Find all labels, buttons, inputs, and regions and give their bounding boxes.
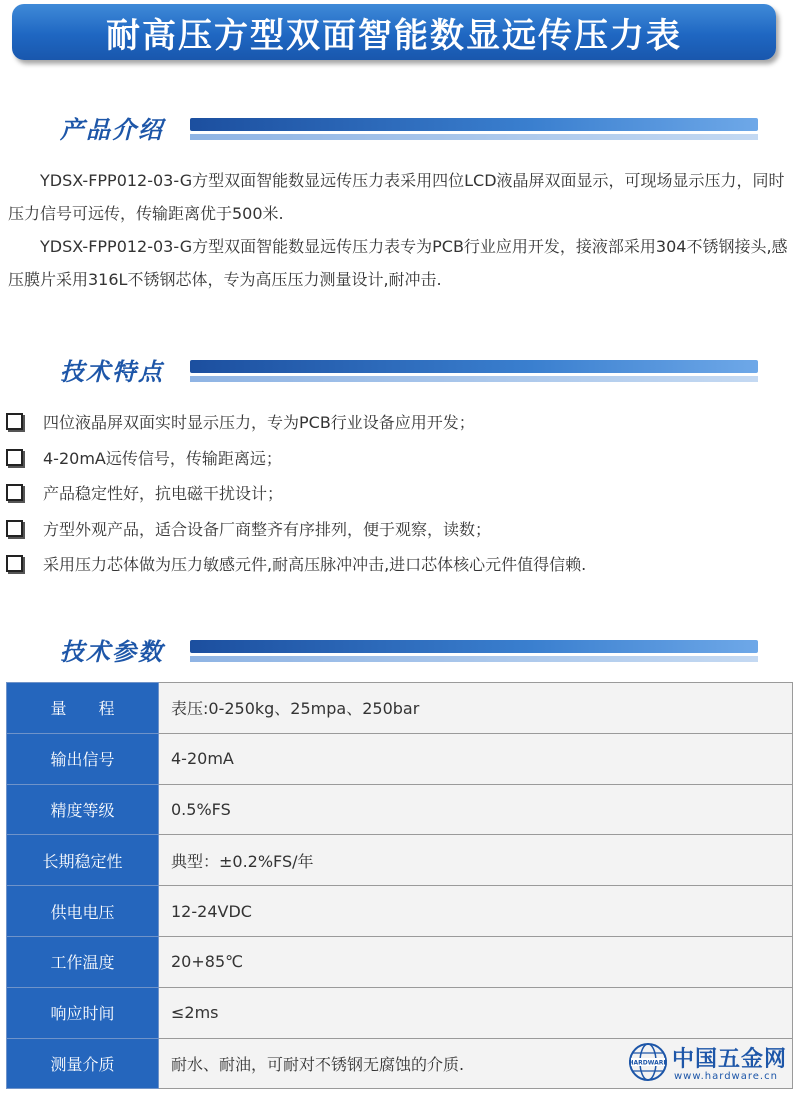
section-title: 产品介绍 <box>60 116 164 144</box>
table-row <box>7 733 793 784</box>
param-value: 典型：±0.2%FS/年 <box>159 835 793 886</box>
feature-text: 采用压力芯体做为压力敏感元件,耐高压脉冲冲击,进口芯体核心元件值得信赖. <box>43 555 587 575</box>
section-bar <box>190 118 758 131</box>
list-item <box>6 546 786 582</box>
table-row <box>7 886 793 937</box>
checkbox-icon <box>6 413 23 430</box>
param-value: 0.5%FS <box>159 784 793 835</box>
globe-text: HARDWARE <box>628 1059 668 1067</box>
globe-icon <box>628 1042 668 1082</box>
section-bar-underline <box>190 376 758 382</box>
table-row <box>7 987 793 1038</box>
list-item <box>6 511 786 547</box>
param-label: 精度等级 <box>7 784 159 835</box>
param-label: 供电电压 <box>7 886 159 937</box>
param-value: ≤2ms <box>159 987 793 1038</box>
section-bar <box>190 640 758 653</box>
param-value: 耐水、耐油，可耐对不锈钢无腐蚀的介质. <box>159 1038 793 1089</box>
list-item <box>6 404 786 440</box>
param-value: 4-20mA <box>159 733 793 784</box>
feature-text: 4-20mA远传信号，传输距离远； <box>43 448 282 468</box>
watermark-url: www.hardware.cn <box>674 1071 778 1082</box>
checkbox-icon <box>6 449 23 466</box>
section-bar-underline <box>190 134 758 140</box>
checkbox-icon <box>6 555 23 572</box>
param-label: 输出信号 <box>7 733 159 784</box>
feature-text: 方型外观产品，适合设备厂商整齐有序排列，便于观察，读数； <box>43 519 492 539</box>
intro-paragraph: YDSX-FPP012-03-G方型双面智能数显远传压力表采用四位LCD液晶屏双面显示，可现场显示压力，同时压力信号可远传，传输距离优于500米. <box>8 171 785 223</box>
page-title: 耐高压方型双面智能数显远传压力表 <box>12 4 776 60</box>
feature-text: 产品稳定性好，抗电磁干扰设计； <box>43 484 284 504</box>
param-label: 测量介质 <box>7 1038 159 1089</box>
table-row <box>7 784 793 835</box>
intro-paragraph: YDSX-FPP012-03-G方型双面智能数显远传压力表专为PCB行业应用开发，接液部采用304不锈钢接头,感压膜片采用316L不锈钢芯体，专为高压压力测量设计,耐冲击. <box>8 237 788 289</box>
feature-list <box>6 404 786 582</box>
param-value: 12-24VDC <box>159 886 793 937</box>
list-item <box>6 440 786 476</box>
watermark-logo <box>628 1040 798 1090</box>
param-label: 长期稳定性 <box>7 835 159 886</box>
table-row <box>7 835 793 886</box>
table-row <box>7 936 793 987</box>
params-table <box>6 682 793 1089</box>
param-label: 响应时间 <box>7 987 159 1038</box>
feature-text: 四位液晶屏双面实时显示压力，专为PCB行业设备应用开发； <box>43 413 475 433</box>
section-bar-underline <box>190 656 758 662</box>
section-header-intro <box>0 110 800 150</box>
section-header-features <box>0 352 800 392</box>
param-label: 量 程 <box>7 683 159 734</box>
section-title: 技术参数 <box>60 638 164 666</box>
section-bar <box>190 360 758 373</box>
param-value: 表压:0-250kg、25mpa、250bar <box>159 683 793 734</box>
section-title: 技术特点 <box>60 358 164 386</box>
list-item <box>6 475 786 511</box>
checkbox-icon <box>6 484 23 501</box>
watermark-name: 中国五金网 <box>672 1047 788 1072</box>
table-row <box>7 683 793 734</box>
param-label: 工作温度 <box>7 936 159 987</box>
checkbox-icon <box>6 520 23 537</box>
param-value: 20+85℃ <box>159 936 793 987</box>
section-header-params <box>0 632 800 672</box>
